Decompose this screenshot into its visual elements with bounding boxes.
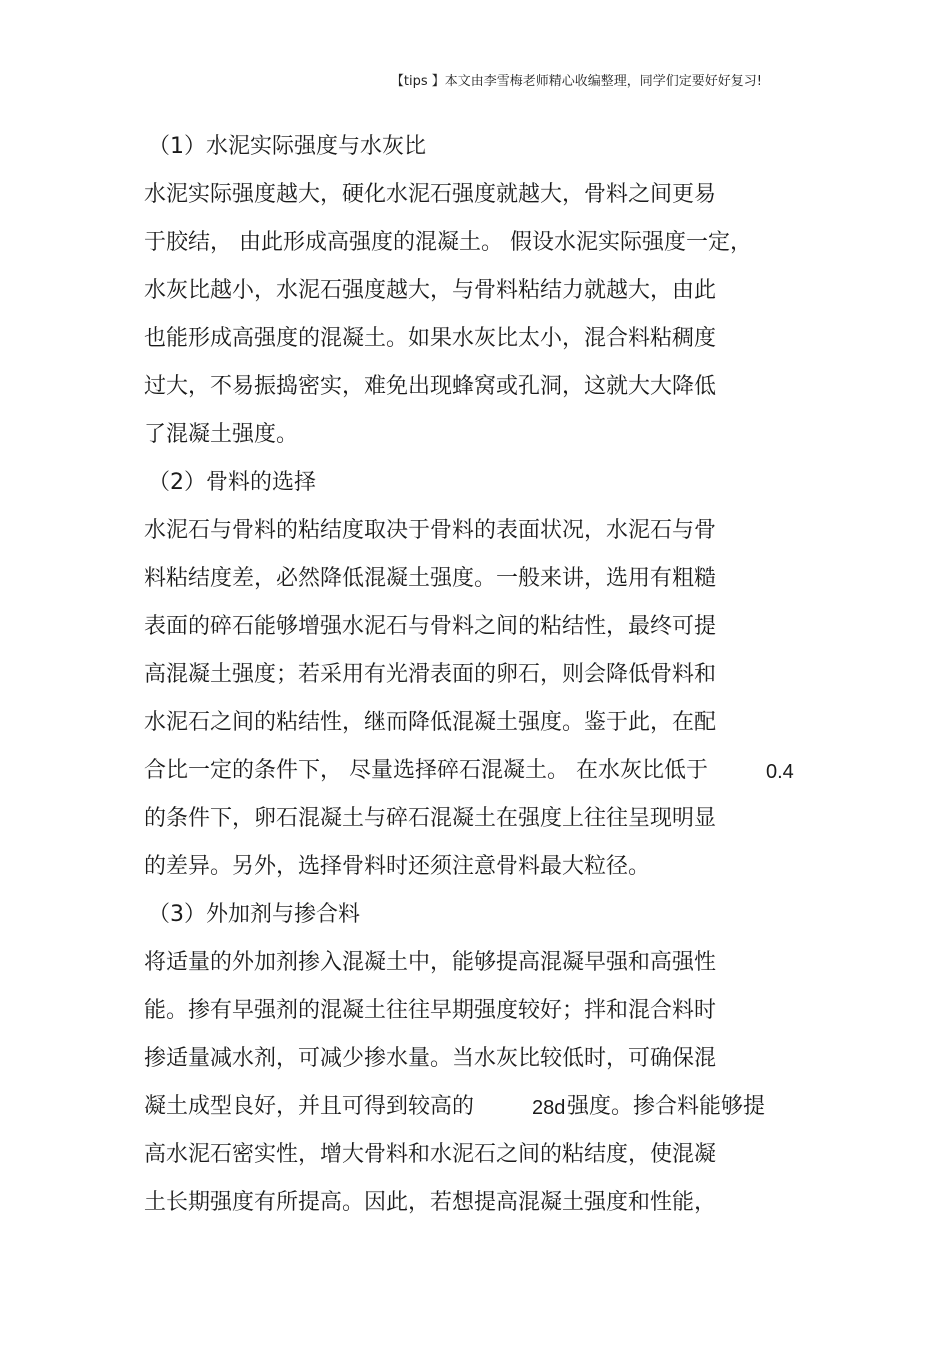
paragraph-line: 水灰比越小，水泥石强度越大，与骨料粘结力就越大，由此 <box>144 278 717 303</box>
section-heading-2: （2）骨料的选择 <box>148 470 316 495</box>
paragraph-line: 能。掺有早强剂的混凝土往往早期强度较好；拌和混合料时 <box>144 998 717 1023</box>
tips-note: 【tips 】本文由李雪梅老师精心收编整理，同学们定要好好复习! <box>390 74 762 89</box>
paragraph-line: 合比一定的条件下， 尽量选择碎石混凝土。 在水灰比低于 <box>144 758 708 783</box>
paragraph-line: 高混凝土强度；若采用有光滑表面的卵石，则会降低骨料和 <box>144 662 717 687</box>
paragraph-line: 于胶结， 由此形成高强度的混凝土。 假设水泥实际强度一定， <box>144 230 752 255</box>
paragraph-line: 将适量的外加剂掺入混凝土中，能够提高混凝早强和高强性 <box>144 950 717 975</box>
paragraph-line: 料粘结度差，必然降低混凝土强度。一般来讲，选用有粗糙 <box>144 566 717 591</box>
paragraph-line: 也能形成高强度的混凝土。如果水灰比太小，混合料粘稠度 <box>144 326 717 351</box>
strength-28d-label: 28d <box>532 1097 566 1119</box>
paragraph-line: 过大，不易振捣密实，难免出现蜂窝或孔洞，这就大大降低 <box>144 374 717 399</box>
section-heading-1: （1）水泥实际强度与水灰比 <box>148 134 426 159</box>
paragraph-line: 水泥石之间的粘结性，继而降低混凝土强度。鉴于此，在配 <box>144 710 717 735</box>
paragraph-line: 的条件下，卵石混凝土与碎石混凝土在强度上往往呈现明显 <box>144 806 717 831</box>
paragraph-line: 的差异。另外，选择骨料时还须注意骨料最大粒径。 <box>144 854 651 879</box>
paragraph-line: 了混凝土强度。 <box>144 422 299 447</box>
paragraph-line: 水泥石与骨料的粘结度取决于骨料的表面状况，水泥石与骨 <box>144 518 717 543</box>
paragraph-line: 表面的碎石能够增强水泥石与骨料之间的粘结性，最终可提 <box>144 614 717 639</box>
section-heading-3: （3）外加剂与掺合料 <box>148 902 360 927</box>
paragraph-line: 水泥实际强度越大，硬化水泥石强度就越大，骨料之间更易 <box>144 182 717 207</box>
paragraph-line-tail: 强度。掺合料能够提 <box>567 1094 766 1119</box>
paragraph-line: 掺适量减水剂，可减少掺水量。当水灰比较低时，可确保混 <box>144 1046 717 1071</box>
paragraph-line: 土长期强度有所提高。因此，若想提高混凝土强度和性能， <box>144 1190 717 1215</box>
paragraph-line: 凝土成型良好，并且可得到较高的 <box>144 1094 475 1119</box>
paragraph-line: 高水泥石密实性，增大骨料和水泥石之间的粘结度，使混凝 <box>144 1142 717 1167</box>
ratio-value: 0.4 <box>766 761 794 783</box>
